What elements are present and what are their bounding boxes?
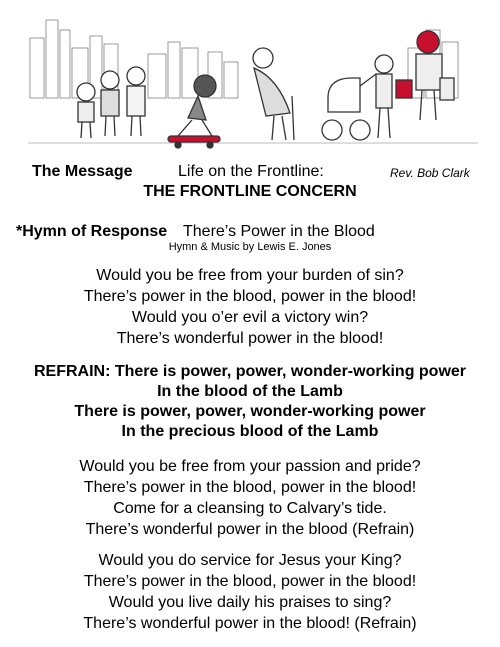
- verse-line: There’s wonderful power in the blood!: [116, 330, 384, 347]
- verse-line: There’s power in the blood, power in the blood!: [83, 479, 417, 496]
- children-group: [77, 67, 145, 138]
- message-header: [0, 163, 500, 183]
- verse-line: There’s power in the blood, power in the blood!: [83, 288, 417, 305]
- mother-figure: [375, 55, 393, 138]
- hymn-credit: Hymn & Music by Lewis E. Jones: [168, 241, 332, 253]
- verse-line: There’s power in the blood, power in the blood!: [83, 573, 417, 590]
- hymn-title: There’s Power in the Blood: [183, 223, 375, 240]
- skateboarder: [168, 75, 220, 148]
- verse-line: There’s wonderful power in the blood! (Refrain): [83, 615, 417, 632]
- verse-line: Would you live daily his praises to sing?: [108, 594, 392, 611]
- verse-line: Would you o’er evil a victory win?: [131, 309, 369, 326]
- refrain-line: In the precious blood of the Lamb: [121, 423, 379, 440]
- refrain: [0, 362, 500, 442]
- verse-line: Would you be free from your passion and pride?: [79, 458, 421, 475]
- frontline-people-illustration-icon: [28, 8, 478, 160]
- message-title: Life on the Frontline:: [178, 163, 324, 180]
- verse-3: [0, 550, 500, 634]
- elderly-woman: [253, 48, 294, 140]
- verse-2: [0, 456, 500, 540]
- refrain-line: There is power, power, wonder-working power: [74, 403, 426, 420]
- verse-line: There’s wonderful power in the blood (Refrain): [85, 521, 415, 538]
- message-subtitle: THE FRONTLINE CONCERN: [143, 183, 357, 200]
- city-skyline: [30, 20, 458, 98]
- message-label: The Message: [32, 163, 133, 180]
- verse-1: [0, 265, 500, 349]
- message-speaker: Rev. Bob Clark: [390, 166, 470, 180]
- refrain-line: In the blood of the Lamb: [157, 383, 343, 400]
- verse-line: Would you do service for Jesus your King?: [98, 552, 402, 569]
- skateboard: [168, 136, 220, 142]
- baby-stroller: [322, 74, 376, 140]
- verse-line: Come for a cleansing to Calvary’s tide.: [113, 500, 387, 517]
- shopper-with-bags: [396, 31, 454, 120]
- hymn-label: *Hymn of Response: [16, 223, 168, 240]
- refrain-line: REFRAIN: There is power, power, wonder-working power: [33, 363, 467, 380]
- verse-line: Would you be free from your burden of sin?: [96, 267, 404, 284]
